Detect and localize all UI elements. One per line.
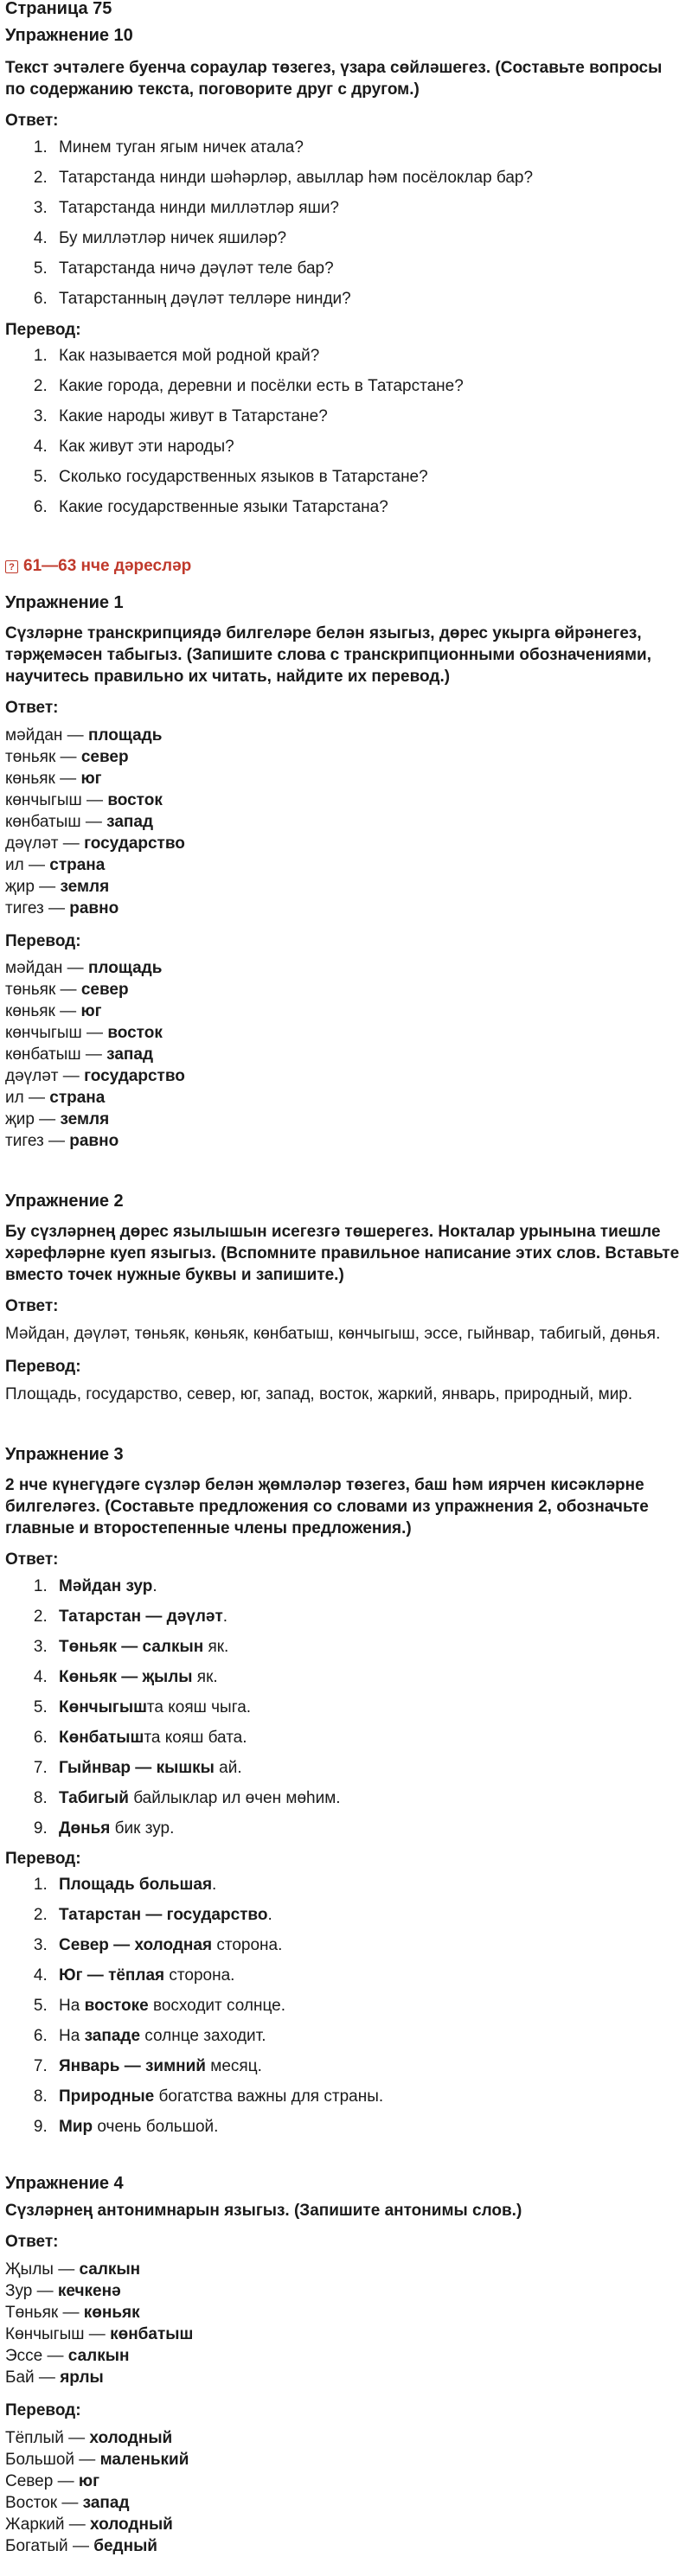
sentence-prefix: На xyxy=(59,2027,85,2046)
sentence-key-words: Природные xyxy=(59,2087,155,2106)
word-source: дәүләт — xyxy=(5,1067,85,1086)
answer-word-list xyxy=(5,725,682,919)
sentence-key-words: Площадь большая xyxy=(59,1876,213,1895)
word-translation: салкын xyxy=(67,2346,130,2365)
exercise-task: Бу сүзләрнең дөрес язылышын исегезгә төшерегез. Нокталар урынына тиешле хәрефләрне куеп языгыз. (Вспомните правильное написание этих слов. Вставьте вместо точек нужные буквы и запишите.) xyxy=(5,1223,680,1285)
word-translation: ярлы xyxy=(60,2368,104,2387)
word-pair xyxy=(5,2324,682,2345)
word-source: мәйдан — xyxy=(5,725,88,745)
word-translation: запад xyxy=(106,1045,154,1064)
translation-label: Перевод: xyxy=(5,1849,81,1868)
exercise-1 xyxy=(5,591,682,1152)
answer-list xyxy=(5,1576,682,1839)
exercise-2 xyxy=(5,1190,682,1404)
word-pair xyxy=(5,833,682,854)
list-item xyxy=(52,1875,682,1895)
word-pair xyxy=(5,876,682,898)
list-item xyxy=(52,1576,682,1597)
exercise-4 xyxy=(5,2172,682,2556)
translation-label: Перевод: xyxy=(5,1358,81,1377)
word-translation: север xyxy=(80,981,129,1000)
word-source: дәүләт — xyxy=(5,834,85,853)
word-pair xyxy=(5,1022,682,1044)
word-translation: страна xyxy=(49,1089,106,1108)
word-source: Җылы — xyxy=(5,2260,80,2279)
word-translation: юг xyxy=(80,1002,102,1021)
word-translation: запад xyxy=(82,2493,130,2512)
sentence-key-words: Төньяк — салкын xyxy=(59,1637,204,1656)
exercise-title: Упражнение 2 xyxy=(5,1192,124,1211)
lesson-link[interactable] xyxy=(5,556,682,578)
translation-text: Площадь, государство, север, юг, запад, восток, жаркий, январь, природный, мир. xyxy=(5,1384,633,1403)
word-pair xyxy=(5,2492,682,2514)
question-icon: ? xyxy=(5,560,18,573)
word-translation: салкын xyxy=(79,2260,141,2279)
word-pair xyxy=(5,2514,682,2535)
word-translation: страна xyxy=(49,855,106,874)
list-item xyxy=(52,2087,682,2107)
word-pair xyxy=(5,957,682,979)
word-source: көнбатыш — xyxy=(5,1045,107,1064)
word-translation: запад xyxy=(106,812,154,831)
word-source: Бай — xyxy=(5,2368,61,2387)
word-source: мәйдан — xyxy=(5,959,88,978)
word-pair xyxy=(5,2280,682,2302)
list-item: 3. Татарстанда нинди милләтләр яши? xyxy=(52,198,682,219)
word-source: Зур — xyxy=(5,2281,58,2300)
sentence-rest: та кояш бата. xyxy=(144,1728,247,1747)
word-source: Восток — xyxy=(5,2493,83,2512)
list-item: 2. Татарстанда нинди шәһәрләр, авыллар һәм посёлоклар бар? xyxy=(52,168,682,189)
word-translation: земля xyxy=(60,1110,110,1129)
word-translation: восток xyxy=(107,790,163,809)
sentence-rest: байлыклар ил өчен мөһим. xyxy=(128,1788,341,1807)
sentence-key-words: Юг — тёплая xyxy=(59,1966,165,1985)
word-pair xyxy=(5,768,682,789)
sentence-key-words: Көньяк — җылы xyxy=(59,1667,193,1686)
sentence-rest: . xyxy=(152,1576,157,1595)
sentence-key-words: Мәйдан зур xyxy=(59,1576,153,1595)
word-translation: земля xyxy=(60,877,110,896)
word-translation: равно xyxy=(69,1132,119,1151)
sentence-rest: . xyxy=(267,1906,272,1925)
word-translation: государство xyxy=(84,834,185,853)
word-source: ил — xyxy=(5,855,50,874)
sentence-key-words: Көнбатыш xyxy=(59,1728,144,1747)
sentence-key-words: Табигый xyxy=(59,1788,129,1807)
list-item xyxy=(52,1788,682,1809)
word-translation: маленький xyxy=(99,2450,189,2469)
list-item: 4. Бу милләтләр ничек яшиләр? xyxy=(52,228,682,249)
exercise-title: Упражнение 10 xyxy=(5,26,133,45)
translation-list xyxy=(5,1875,682,2138)
sentence-key-words: востоке xyxy=(84,1997,149,2016)
word-translation: бедный xyxy=(93,2536,157,2555)
exercise-task: Сүзләрне транскрипциядә билгеләре белән языгыз, дөрес укырга өйрәнегез, тәрҗемәсен табыгыз. (Запишите слова с транскрипционными обозначениями, научитесь правильно их читать, найдите их перевод.) xyxy=(5,624,652,687)
translation-label: Перевод: xyxy=(5,2400,81,2419)
word-translation: север xyxy=(80,747,129,766)
word-pair xyxy=(5,1065,682,1087)
list-item xyxy=(52,1637,682,1658)
word-pair xyxy=(5,1109,682,1130)
sentence-prefix: На xyxy=(59,1997,85,2016)
word-pair xyxy=(5,746,682,768)
list-item: 2. Какие города, деревни и посёлки есть в Татарстане? xyxy=(52,376,682,397)
word-translation: площадь xyxy=(87,725,163,745)
word-source: көнчыгыш — xyxy=(5,790,108,809)
word-source: Төньяк — xyxy=(5,2303,84,2322)
sentence-key-words: Гыйнвар — кышкы xyxy=(59,1758,215,1777)
exercise-title: Упражнение 3 xyxy=(5,1444,124,1464)
word-translation: государство xyxy=(84,1067,185,1086)
sentence-key-words: западе xyxy=(84,2027,141,2046)
sentence-rest: восходит солнце. xyxy=(148,1997,285,2016)
list-item: 1. Как называется мой родной край? xyxy=(52,346,682,367)
word-source: Эссе — xyxy=(5,2346,68,2365)
exercise-task: Текст эчтәлеге буенча сораулар төзегез, үзара сөйләшегез. (Составьте вопросы по содержанию текста, поговорите друг с другом.) xyxy=(5,59,663,99)
exercise-10 xyxy=(5,24,682,518)
answer-word-list xyxy=(5,2259,682,2388)
sentence-key-words: Татарстан — государство xyxy=(59,1906,268,1925)
word-pair xyxy=(5,1044,682,1065)
word-pair xyxy=(5,1087,682,1109)
word-source: тигез — xyxy=(5,1132,70,1151)
sentence-rest: очень большой. xyxy=(93,2118,219,2137)
answer-label: Ответ: xyxy=(5,1550,59,1569)
word-pair xyxy=(5,2345,682,2367)
list-item: 5. Сколько государственных языков в Татарстане? xyxy=(52,467,682,488)
word-source: көнчыгыш — xyxy=(5,1024,108,1043)
list-item xyxy=(52,1667,682,1688)
list-item xyxy=(52,2026,682,2047)
sentence-rest: богатства важны для страны. xyxy=(154,2087,384,2106)
word-translation: восток xyxy=(107,1024,163,1043)
word-pair xyxy=(5,2367,682,2388)
word-pair xyxy=(5,725,682,746)
answer-label: Ответ: xyxy=(5,699,59,718)
sentence-key-words: Көнчыгыш xyxy=(59,1697,147,1716)
word-source: Тёплый — xyxy=(5,2428,90,2447)
word-pair xyxy=(5,2535,682,2557)
sentence-key-words: Январь — зимний xyxy=(59,2057,206,2076)
translation-label: Перевод: xyxy=(5,320,81,339)
word-pair xyxy=(5,854,682,876)
list-item xyxy=(52,1728,682,1748)
answer-label: Ответ: xyxy=(5,1297,59,1316)
sentence-rest: месяц. xyxy=(206,2057,262,2076)
list-item xyxy=(52,1905,682,1926)
word-pair xyxy=(5,979,682,1000)
word-pair xyxy=(5,2302,682,2324)
word-translation: көнбатыш xyxy=(110,2324,194,2343)
word-pair xyxy=(5,789,682,811)
word-source: Большой — xyxy=(5,2450,100,2469)
exercise-3 xyxy=(5,1443,682,2138)
word-pair xyxy=(5,811,682,833)
word-translation: холодный xyxy=(90,2515,173,2534)
word-translation: площадь xyxy=(87,959,163,978)
word-translation: кечкенә xyxy=(57,2281,121,2300)
sentence-rest: . xyxy=(222,1607,228,1626)
list-item: 1. Минем туган ягым ничек атала? xyxy=(52,137,682,158)
list-item: 3. Какие народы живут в Татарстане? xyxy=(52,406,682,427)
list-item: 4. Как живут эти народы? xyxy=(52,437,682,457)
word-pair xyxy=(5,2449,682,2471)
lesson-title: 61—63 нче дәресләр xyxy=(23,557,192,576)
list-item: 6. Какие государственные языки Татарстана? xyxy=(52,497,682,518)
word-pair xyxy=(5,2427,682,2449)
exercise-task: 2 нче күнегүдәге сүзләр белән җөмләләр төзегез, баш һәм иярчен кисәкләрне билгеләгез. (Составьте предложения со словами из упражнения 2, обозначьте главные и второстепенные члены предложения.) xyxy=(5,1475,649,1537)
page-title: Страница 75 xyxy=(5,0,112,18)
sentence-rest: солнце заходит. xyxy=(140,2027,266,2046)
word-source: төньяк — xyxy=(5,981,81,1000)
word-pair xyxy=(5,2471,682,2492)
sentence-key-words: Дөнья xyxy=(59,1819,111,1838)
word-source: җир — xyxy=(5,1110,61,1129)
translation-label: Перевод: xyxy=(5,931,81,950)
word-source: Север — xyxy=(5,2471,79,2490)
answer-text: Мәйдан, дәүләт, төньяк, көньяк, көнбатыш, көнчыгыш, эссе, гыйнвар, табигый, дөнья. xyxy=(5,1325,661,1344)
list-item xyxy=(52,1607,682,1627)
sentence-rest: та кояш чыга. xyxy=(146,1697,252,1716)
list-item: 5. Татарстанда ничә дәүләт теле бар? xyxy=(52,259,682,279)
exercise-task: Сүзләрнең антонимнарын языгыз. (Запишите антонимы слов.) xyxy=(5,2202,522,2221)
answer-list xyxy=(5,137,682,310)
sentence-key-words: Мир xyxy=(59,2118,93,2137)
list-item xyxy=(52,1935,682,1956)
word-source: җир — xyxy=(5,877,61,896)
word-source: көньяк — xyxy=(5,769,81,788)
word-pair xyxy=(5,1000,682,1022)
sentence-rest: як. xyxy=(192,1667,218,1686)
exercise-title: Упражнение 4 xyxy=(5,2174,124,2194)
word-source: Жаркий — xyxy=(5,2515,90,2534)
sentence-rest: сторона. xyxy=(164,1966,235,1985)
word-pair xyxy=(5,2259,682,2280)
word-source: көнбатыш — xyxy=(5,812,107,831)
sentence-rest: ай. xyxy=(214,1758,242,1777)
word-source: Көнчыгыш — xyxy=(5,2324,111,2343)
exercise-title: Упражнение 1 xyxy=(5,593,124,613)
word-translation: равно xyxy=(69,898,119,917)
word-translation: көньяк xyxy=(83,2303,140,2322)
word-translation: юг xyxy=(78,2471,100,2490)
word-source: тигез — xyxy=(5,898,70,917)
word-pair xyxy=(5,898,682,919)
list-item xyxy=(52,2056,682,2077)
translation-word-list xyxy=(5,2427,682,2557)
translation-list xyxy=(5,346,682,518)
word-translation: холодный xyxy=(89,2428,173,2447)
sentence-key-words: Татарстан — дәүләт xyxy=(59,1607,223,1626)
sentence-rest: . xyxy=(212,1876,217,1895)
word-pair xyxy=(5,1130,682,1152)
answer-label: Ответ: xyxy=(5,112,59,130)
translation-word-list xyxy=(5,957,682,1152)
sentence-rest: сторона. xyxy=(212,1936,283,1955)
list-item xyxy=(52,1819,682,1839)
sentence-key-words: Север — холодная xyxy=(59,1936,213,1955)
word-source: көньяк — xyxy=(5,1002,81,1021)
word-source: Богатый — xyxy=(5,2536,94,2555)
list-item xyxy=(52,1758,682,1779)
list-item xyxy=(52,1996,682,2017)
word-source: төньяк — xyxy=(5,747,81,766)
sentence-rest: як. xyxy=(203,1637,229,1656)
answer-label: Ответ: xyxy=(5,2233,59,2252)
list-item xyxy=(52,1697,682,1718)
sentence-rest: бик зур. xyxy=(110,1819,175,1838)
word-translation: юг xyxy=(80,769,102,788)
list-item: 6. Татарстанның дәүләт телләре нинди? xyxy=(52,289,682,310)
list-item xyxy=(52,1966,682,1986)
list-item xyxy=(52,2117,682,2138)
word-source: ил — xyxy=(5,1089,50,1108)
